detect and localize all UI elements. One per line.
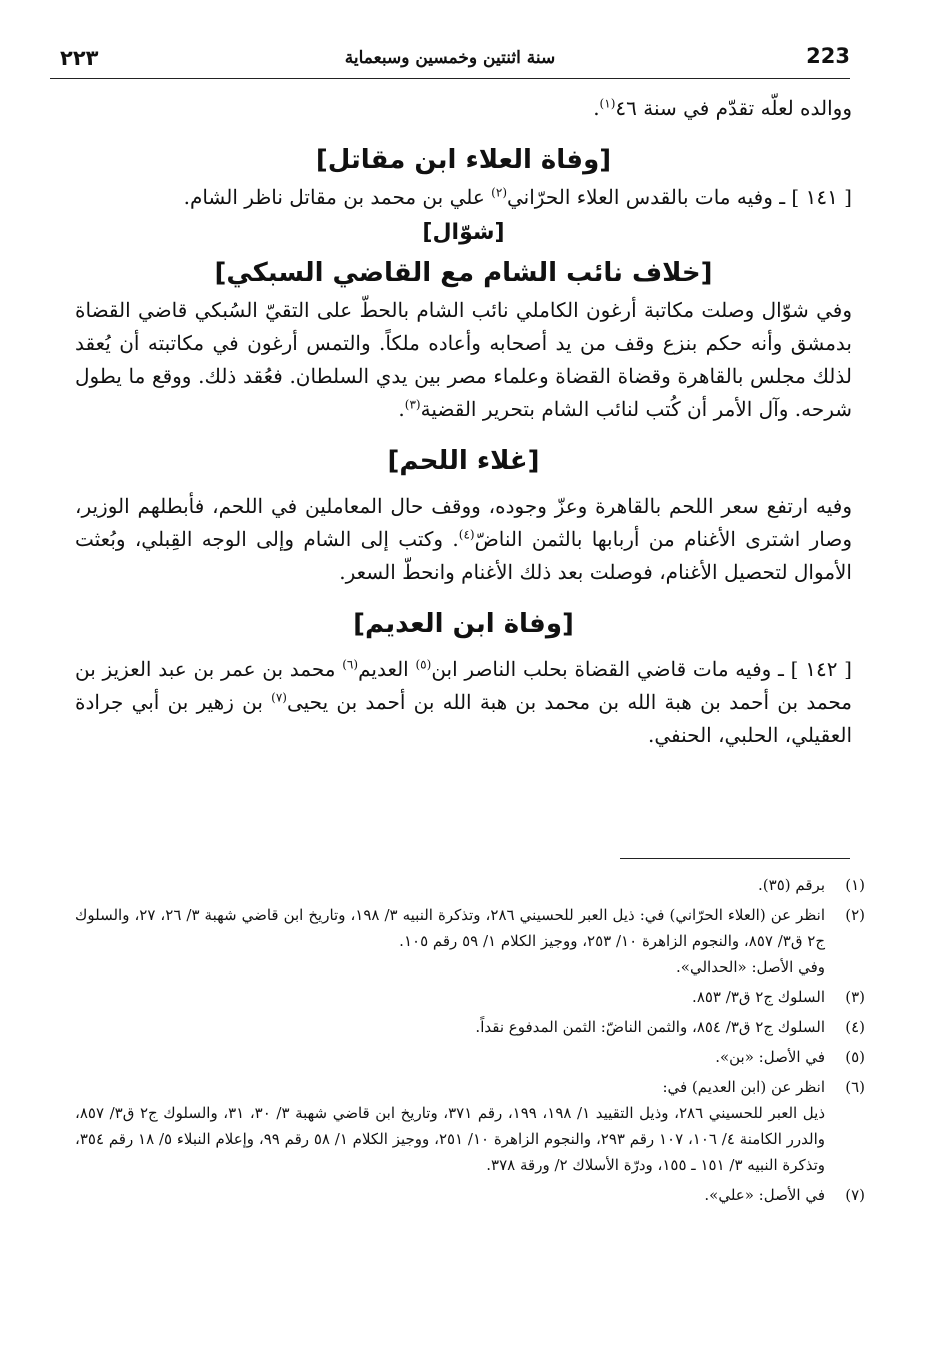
- footnote-number: (١): [845, 876, 865, 894]
- paragraph-subki: وفي شوّال وصلت مكاتبة أرغون الكاملي نائب الشام بالحطّ على التقيّ السُبكي قاضي القضاة بدمشق وأنه حكم بنزع وقف من يد أصحابه وأعاده ملكاً. والتمس أرغون في مكاتبته أن يُعقد لذلك مجلس بالقاهرة وقضاة القضاة وعلماء مصر بين يدي السلطان. فعُقد ذلك. ووقع ما يطول شرحه. وآل الأمر أن كُتب لنائب الشام بتحرير القضية$^{(٣)}$.: [75, 298, 853, 421]
- page-header: [50, 42, 850, 78]
- footnote: (٦) انظر عن (ابن العديم) في: ذيل العبر للحسيني ٢٨٦، وذيل التقييد ١/ ١٩٨، ١٩٩، رقم ٣٧١، وتاريخ ابن قاضي شهبة ٣/ ٣٠، ٣١، والسلوك ج٢ ق٣/ ٨٥٧، والدرر الكامنة ٤/ ١٠٦، ١٠٧ رقم ٢٩٣، والنجوم الزاهرة ١٠/ ٢٥١، ووجيز الكلام ١/ ٥٨ رقم ٩٩، وإعلام النبلاء ٥/ ١٨ رقم ٣٥٤، وتذكرة النبيه ٣/ ١٥١ ـ ١٥٥، ودرّة الأسلاك ٢/ ورقة ٣٧٨.: [75, 1074, 865, 1178]
- page-number-latin: 223: [806, 44, 850, 68]
- footnote-number: (٢): [845, 906, 865, 924]
- footnote-ref: (٧): [271, 690, 287, 705]
- footnote-number: (٣): [845, 988, 865, 1006]
- section-heading: [غلاء اللحم]: [387, 446, 540, 476]
- footnote-number: (٦): [845, 1078, 865, 1096]
- header-rule: [50, 78, 850, 79]
- footnote: (٥) في الأصل: «بن».: [75, 1044, 865, 1070]
- footnote-ref: (٦): [342, 657, 359, 672]
- footnotes: [75, 872, 865, 1212]
- paragraph-entry-142: [ ١٤٢ ] ـ وفيه مات قاضي القضاة بحلب الناصر ابن$^{(٥)}$ العديم$^{(٦)}$ محمد بن عمر بن عبد العزيز بن محمد بن أحمد بن هبة الله بن محمد بن هبة الله بن أحمد بن يحيى$^{(٧)}$ بن زهير بن أبي جرادة العقيلي، الحلبي، الحنفي.: [75, 657, 853, 747]
- footnote-ref: (١): [599, 96, 616, 111]
- footnote-number: (٧): [845, 1186, 865, 1204]
- footnote: (٤) السلوك ج٢ ق٣/ ٨٥٤، والثمن الناضّ: الثمن المدفوع نقداً.: [75, 1014, 865, 1040]
- footnote: (٣) السلوك ج٢ ق٣/ ٨٥٣.: [75, 984, 865, 1010]
- footnote-ref: (٤): [458, 527, 475, 542]
- section-heading: [وفاة ابن العديم]: [353, 609, 574, 639]
- page-number-arabic: ٢٢٣: [60, 46, 99, 70]
- footnote-number: (٤): [845, 1018, 865, 1036]
- footnote-separator: [620, 858, 850, 859]
- footnote-number: (٥): [845, 1048, 865, 1066]
- running-title: سنة اثنتين وخمسين وسبعماية: [344, 48, 556, 68]
- month-heading: [شوّال]: [422, 220, 505, 245]
- footnote-ref: (٥): [415, 657, 432, 672]
- paragraph-entry-141: [ ١٤١ ] ـ وفيه مات بالقدس العلاء الحرّاني$^{(٢)}$ علي بن محمد بن مقاتل ناظر الشام.: [183, 185, 852, 209]
- footnote: (٢) انظر عن (العلاء الحرّاني) في: ذيل العبر للحسيني ٢٨٦، وتذكرة النبيه ٣/ ١٩٨، وتاريخ ابن قاضي شهبة ٣/ ٢٦، ٢٧، والسلوك ج٢ ق٣/ ٨٥٧، والنجوم الزاهرة ١٠/ ٢٥٣، ووجيز الكلام ١/ ٥٩ رقم ١٠٥. وفي الأصل: «الحدالي».: [75, 902, 865, 980]
- paragraph-meat-price: وفيه ارتفع سعر اللحم بالقاهرة وعزّ وجوده، ووقف حال المعاملين في اللحم، فأبطلهم الوزير، وصار اشترى الأغنام من أربابها بالثمن الناضّ$^{(٤)}$. وكتب إلى الشام وإلى الوجه القِبلي، وبُعثت الأموال لتحصيل الأغنام، فوصلت بعد ذلك الأغنام وانحطّ السعر.: [75, 494, 852, 584]
- main-text: [75, 92, 852, 752]
- footnote: (٧) في الأصل: «علي».: [75, 1182, 865, 1208]
- footnote: (١) برقم (٣٥).: [75, 872, 865, 898]
- section-heading: [وفاة العلاء ابن مقاتل]: [315, 145, 612, 175]
- paragraph-intro: ووالده لعلّه تقدّم في سنة ٤٦$^{(١)}$.: [593, 96, 852, 120]
- section-heading: [خلاف نائب الشام مع القاضي السبكي]: [214, 258, 713, 288]
- footnote-ref: (٣): [404, 397, 421, 412]
- footnote-ref: (٢): [491, 185, 507, 200]
